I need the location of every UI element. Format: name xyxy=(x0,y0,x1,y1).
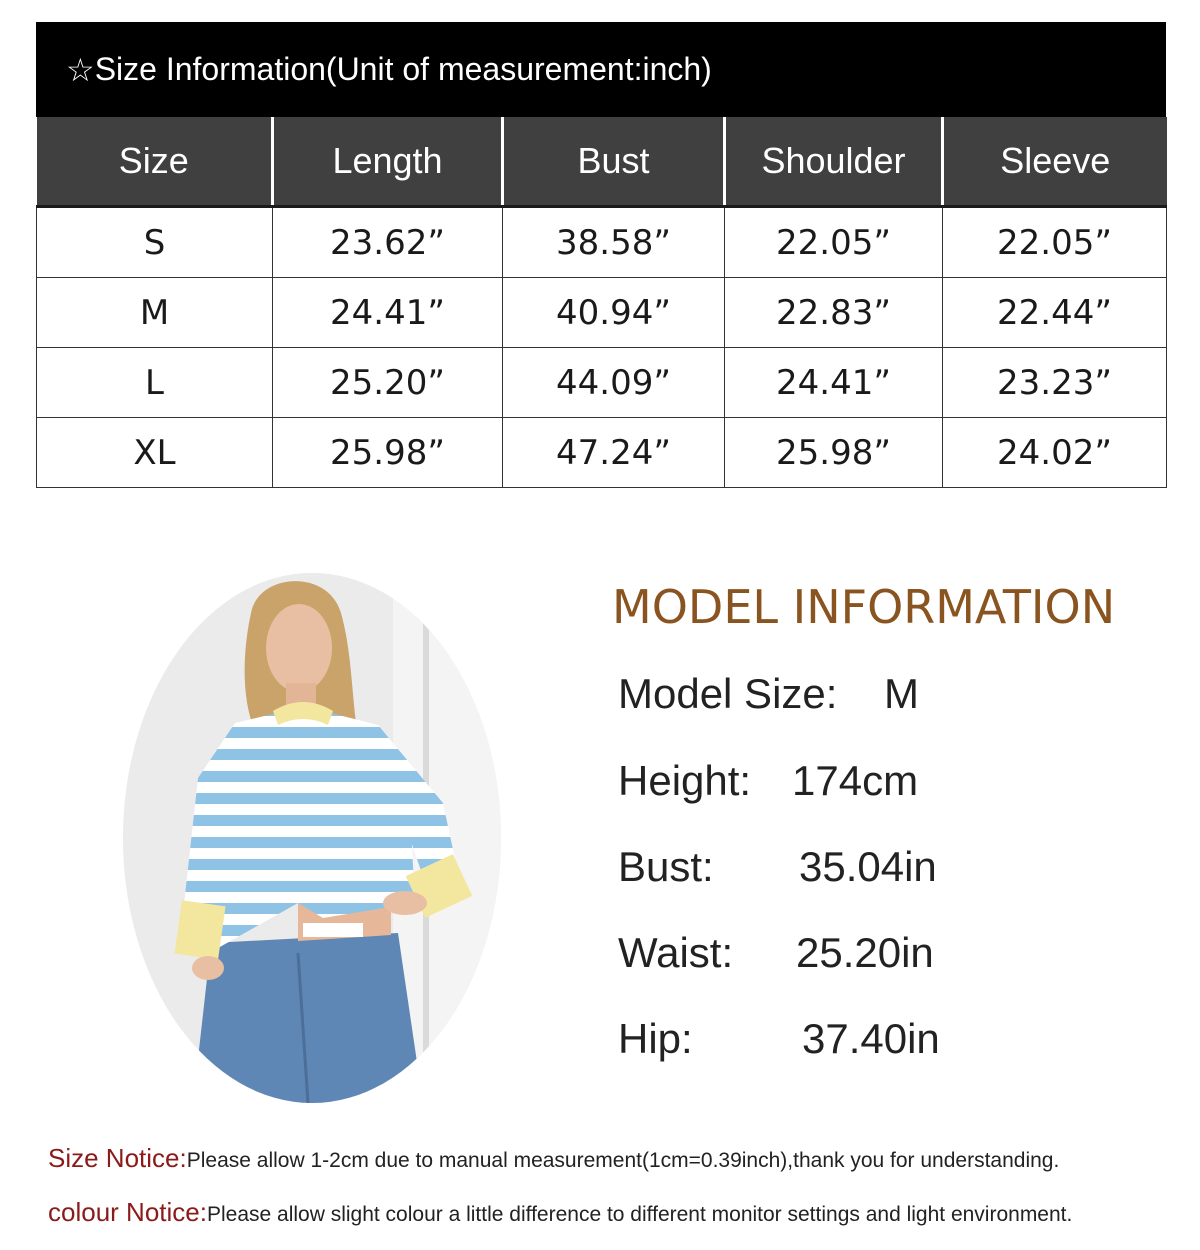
column-header-length: Length xyxy=(273,117,503,207)
table-cell: XL xyxy=(37,418,273,488)
colour-notice-text: Please allow slight colour a little difference to different monitor settings and light environment. xyxy=(206,1203,1073,1226)
column-header-sleeve: Sleeve xyxy=(943,117,1167,207)
table-row xyxy=(37,278,1167,348)
table-cell: M xyxy=(37,278,273,348)
star-icon: ☆ xyxy=(66,51,95,88)
table-cell: L xyxy=(37,348,273,418)
model-bust-label: Bust: xyxy=(618,843,714,890)
colour-notice xyxy=(48,1197,1072,1228)
model-photo xyxy=(123,573,501,1103)
model-size-row xyxy=(618,670,919,718)
size-notice-text: Please allow 1-2cm due to manual measurement(1cm=0.39inch),thank you for understanding. xyxy=(186,1149,1060,1172)
table-cell: S xyxy=(37,207,273,278)
table-cell: 22.05” xyxy=(725,207,943,278)
size-notice xyxy=(48,1143,1059,1174)
model-hip-label: Hip: xyxy=(618,1015,693,1062)
model-hip-row xyxy=(618,1015,940,1063)
size-info-title-bar xyxy=(36,22,1166,117)
table-cell: 24.02” xyxy=(943,418,1167,488)
model-hip-value: 37.40in xyxy=(802,1015,940,1062)
table-cell: 38.58” xyxy=(503,207,725,278)
table-cell: 47.24” xyxy=(503,418,725,488)
column-header-size: Size xyxy=(37,117,273,207)
model-waist-row xyxy=(618,929,934,977)
model-waist-value: 25.20in xyxy=(796,929,934,976)
column-header-bust: Bust xyxy=(503,117,725,207)
table-cell: 22.44” xyxy=(943,278,1167,348)
table-cell: 22.83” xyxy=(725,278,943,348)
size-table xyxy=(36,117,1167,488)
model-info-title: MODEL INFORMATION xyxy=(612,580,1116,634)
size-info-title: Size Information(Unit of measurement:inch) xyxy=(94,51,712,87)
table-cell: 25.98” xyxy=(273,418,503,488)
model-size-value: M xyxy=(884,670,919,717)
table-cell: 22.05” xyxy=(943,207,1167,278)
colour-notice-label: colour Notice: xyxy=(48,1197,207,1227)
table-cell: 23.62” xyxy=(273,207,503,278)
table-cell: 23.23” xyxy=(943,348,1167,418)
model-height-row xyxy=(618,757,919,805)
model-height-value: 174cm xyxy=(792,757,919,804)
column-header-shoulder: Shoulder xyxy=(725,117,943,207)
model-bust-value: 35.04in xyxy=(799,843,937,890)
table-cell: 25.20” xyxy=(273,348,503,418)
model-size-label: Model Size: xyxy=(618,670,838,717)
table-cell: 40.94” xyxy=(503,278,725,348)
table-cell: 24.41” xyxy=(273,278,503,348)
model-bust-row xyxy=(618,843,937,891)
table-header-row xyxy=(37,117,1167,207)
table-cell: 24.41” xyxy=(725,348,943,418)
table-row xyxy=(37,348,1167,418)
model-illustration xyxy=(123,573,501,1103)
table-row xyxy=(37,418,1167,488)
size-notice-label: Size Notice: xyxy=(48,1143,187,1173)
table-cell: 25.98” xyxy=(725,418,943,488)
table-cell: 44.09” xyxy=(503,348,725,418)
model-waist-label: Waist: xyxy=(618,929,734,976)
model-height-label: Height: xyxy=(618,757,752,804)
table-row xyxy=(37,207,1167,278)
